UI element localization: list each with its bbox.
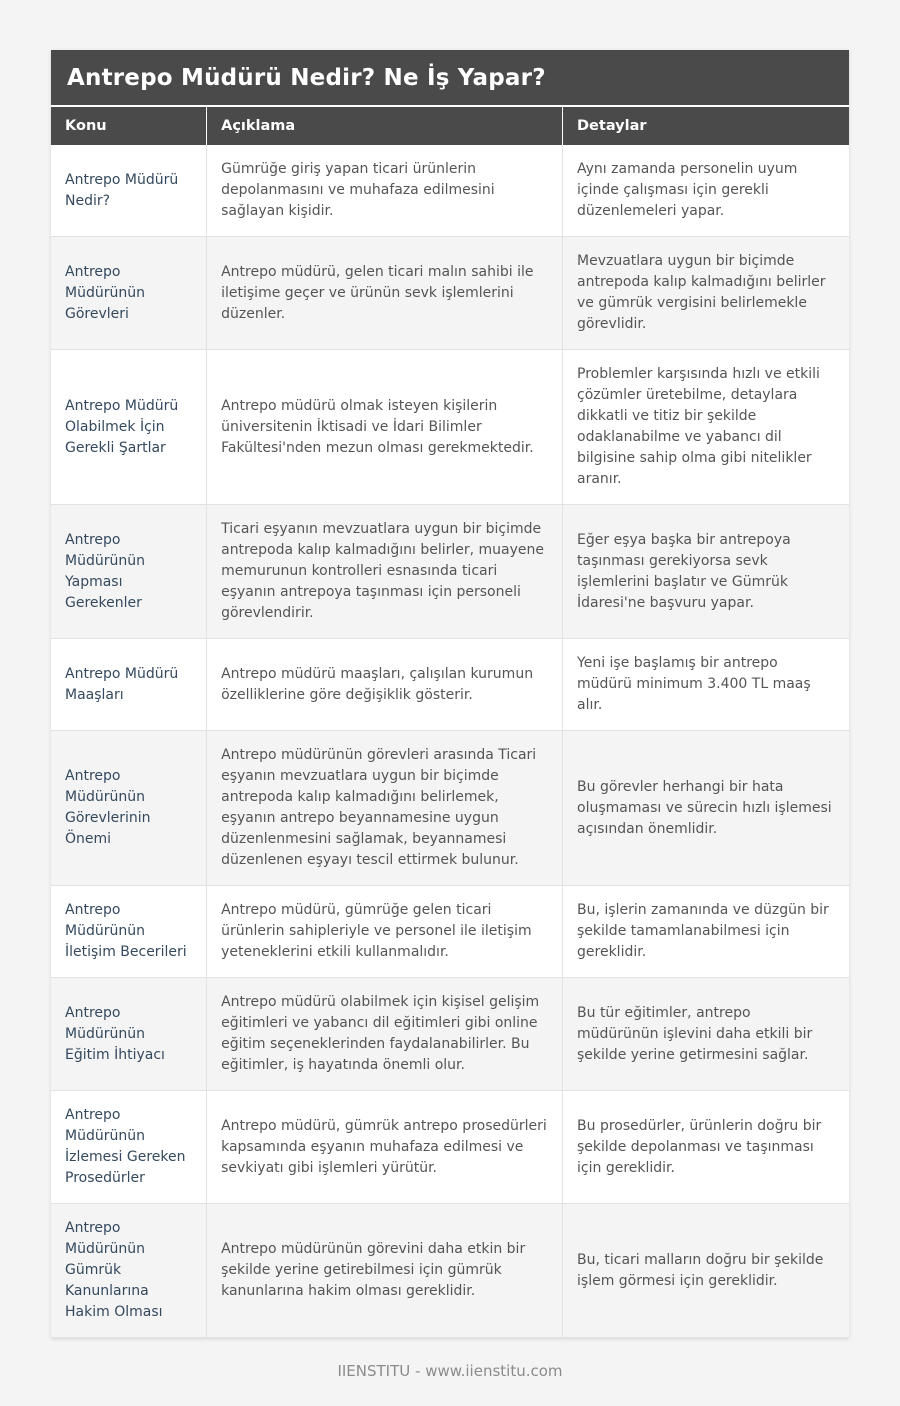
description-cell: Antrepo müdürü olmak isteyen kişilerin üniversitenin İktisadi ve İdari Bilimler Fakültesi'nden mezun olması gerekmektedir. [207,350,563,505]
description-cell: Antrepo müdürünün görevleri arasında Ticari eşyanın mevzuatlara uygun bir biçimde antrepoda kalıp kalmadığını belirlemek, eşyanın antrepo beyannamesine uygun düzenlenmesini sağlamak, beyannamesi düzenlenen eşyayı tescil ettirmek bulunur. [207,731,563,886]
topic-cell: Antrepo Müdürünün İletişim Becerileri [51,886,207,978]
details-cell: Bu tür eğitimler, antrepo müdürünün işlevini daha etkili bir şekilde yerine getirmesini sağlar. [563,978,849,1091]
table-row [51,978,849,1091]
column-header-konu: Konu [51,106,207,145]
description-cell: Antrepo müdürü olabilmek için kişisel gelişim eğitimleri ve yabancı dil eğitimleri gibi online eğitim seçeneklerinden faydalanabilirler. Bu eğitimler, iş hayatında önemli olur. [207,978,563,1091]
table-row [51,1091,849,1204]
details-cell: Bu prosedürler, ürünlerin doğru bir şekilde depolanması ve taşınması için gereklidir. [563,1091,849,1204]
topic-cell: Antrepo Müdürünün Görevlerinin Önemi [51,731,207,886]
topic-cell: Antrepo Müdürü Nedir? [51,145,207,237]
table-row [51,731,849,886]
info-table [51,105,849,1338]
description-cell: Antrepo müdürü maaşları, çalışılan kurumun özelliklerine göre değişiklik gösterir. [207,639,563,731]
table-row [51,350,849,505]
description-cell: Antrepo müdürü, gelen ticari malın sahibi ile iletişime geçer ve ürünün sevk işlemlerini düzenler. [207,237,563,350]
details-cell: Yeni işe başlamış bir antrepo müdürü minimum 3.400 TL maaş alır. [563,639,849,731]
details-cell: Bu, işlerin zamanında ve düzgün bir şekilde tamamlanabilmesi için gereklidir. [563,886,849,978]
table-row [51,237,849,350]
details-cell: Eğer eşya başka bir antrepoya taşınması gerekiyorsa sevk işlemlerini başlatır ve Gümrük İdaresi'ne başvuru yapar. [563,505,849,639]
table-header-row [51,106,849,145]
column-header-aciklama: Açıklama [207,106,563,145]
details-cell: Bu görevler herhangi bir hata oluşmaması ve sürecin hızlı işlemesi açısından önemlidir. [563,731,849,886]
description-cell: Antrepo müdürü, gümrük antrepo prosedürleri kapsamında eşyanın muhafaza edilmesi ve sevkiyatı gibi işlemleri yürütür. [207,1091,563,1204]
topic-cell: Antrepo Müdürünün İzlemesi Gereken Prosedürler [51,1091,207,1204]
page-title: Antrepo Müdürü Nedir? Ne İş Yapar? [51,50,849,105]
table-row [51,1204,849,1338]
content-card [51,50,849,1338]
topic-cell: Antrepo Müdürü Olabilmek İçin Gerekli Şartlar [51,350,207,505]
table-row [51,639,849,731]
table-row [51,886,849,978]
topic-cell: Antrepo Müdürünün Eğitim İhtiyacı [51,978,207,1091]
table-row [51,505,849,639]
details-cell: Aynı zamanda personelin uyum içinde çalışması için gerekli düzenlemeleri yapar. [563,145,849,237]
table-body [51,145,849,1338]
details-cell: Bu, ticari malların doğru bir şekilde işlem görmesi için gereklidir. [563,1204,849,1338]
description-cell: Ticari eşyanın mevzuatlara uygun bir biçimde antrepoda kalıp kalmadığını belirler, muayene memurunun kontrolleri esnasında ticari eşyanın antrepoya taşınması için personeli görevlendirir. [207,505,563,639]
topic-cell: Antrepo Müdürünün Görevleri [51,237,207,350]
column-header-detaylar: Detaylar [563,106,849,145]
details-cell: Mevzuatlara uygun bir biçimde antrepoda kalıp kalmadığını belirler ve gümrük vergisini belirlemekle görevlidir. [563,237,849,350]
table-row [51,145,849,237]
topic-cell: Antrepo Müdürünün Gümrük Kanunlarına Hakim Olması [51,1204,207,1338]
description-cell: Antrepo müdürü, gümrüğe gelen ticari ürünlerin sahipleriyle ve personel ile iletişim yeteneklerini etkili kullanmalıdır. [207,886,563,978]
details-cell: Problemler karşısında hızlı ve etkili çözümler üretebilme, detaylara dikkatli ve titiz bir şekilde odaklanabilme ve yabancı dil bilgisine sahip olma gibi nitelikler aranır. [563,350,849,505]
description-cell: Antrepo müdürünün görevini daha etkin bir şekilde yerine getirebilmesi için gümrük kanunlarına hakim olması gereklidir. [207,1204,563,1338]
footer-credit: IIENSTITU - www.iienstitu.com [337,1362,563,1380]
description-cell: Gümrüğe giriş yapan ticari ürünlerin depolanmasını ve muhafaza edilmesini sağlayan kişidir. [207,145,563,237]
table-header [51,106,849,145]
topic-cell: Antrepo Müdürünün Yapması Gerekenler [51,505,207,639]
topic-cell: Antrepo Müdürü Maaşları [51,639,207,731]
